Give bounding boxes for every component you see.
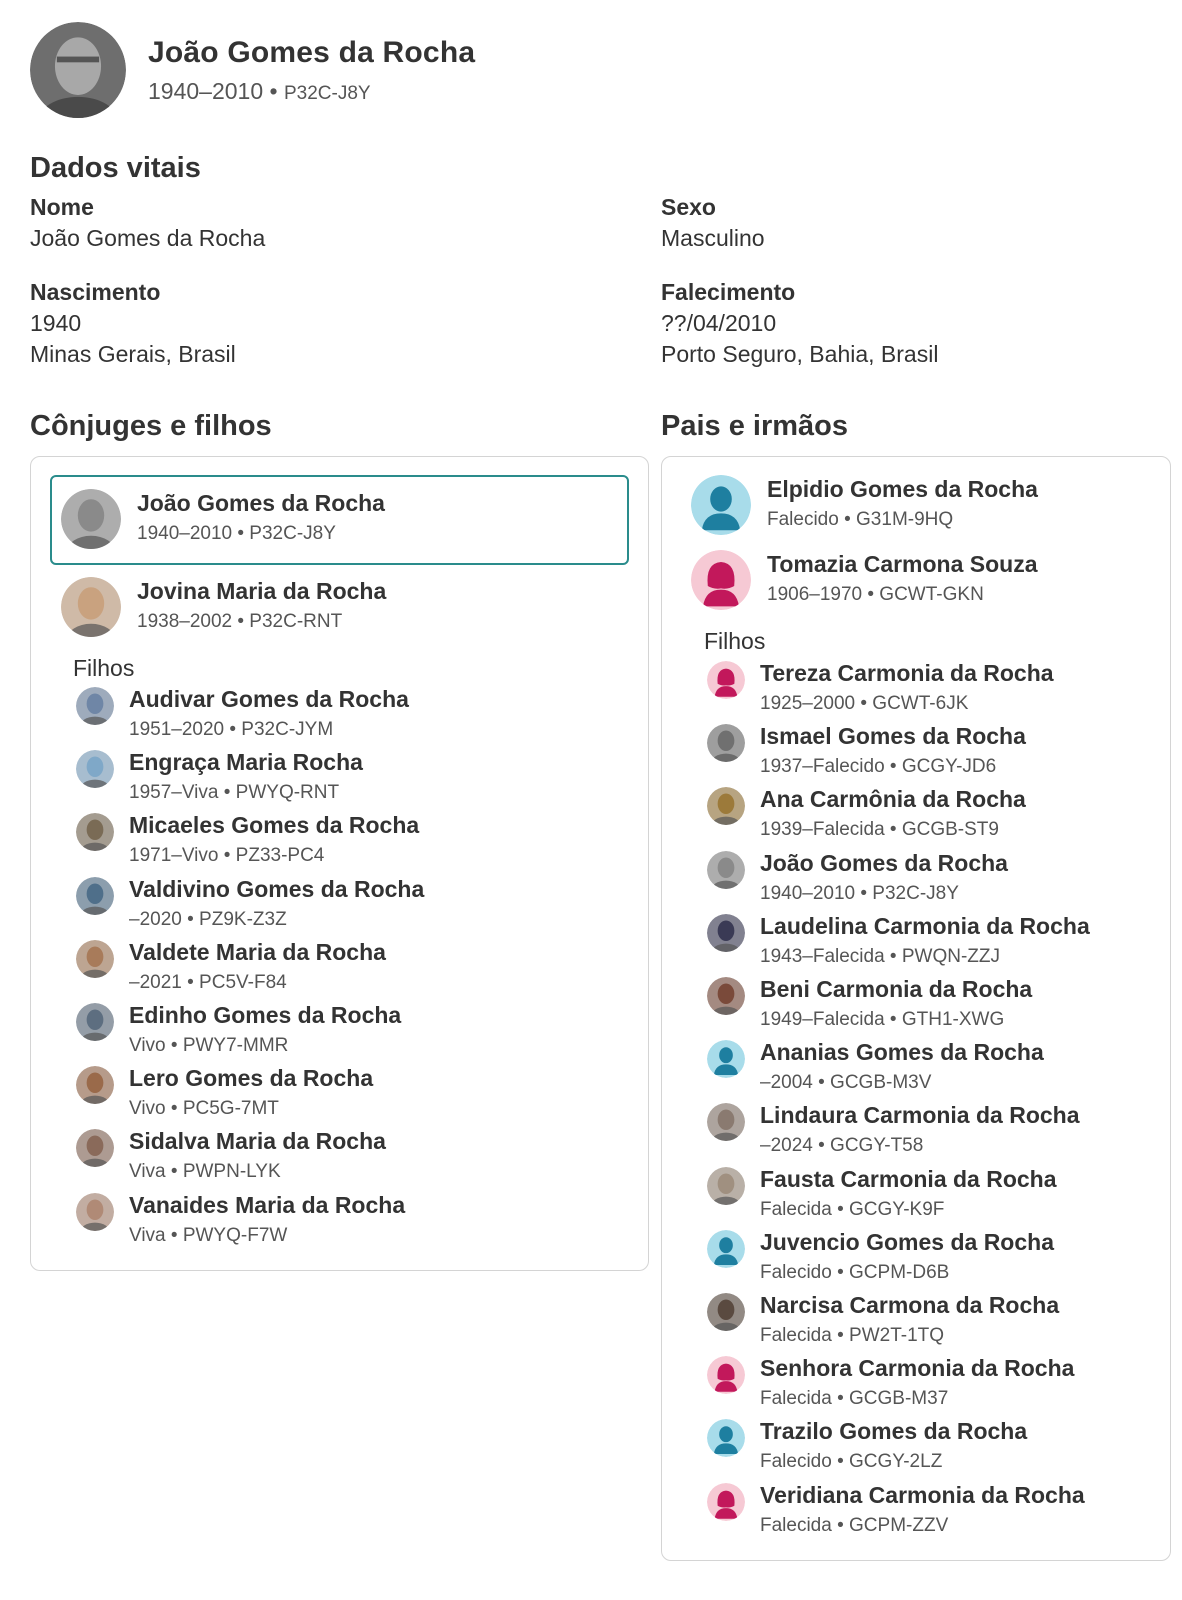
person-lifespan-id: –2004 • GCGB-M3V [760,1072,932,1094]
person-lifespan-id: 1938–2002 • P32C-RNT [137,611,343,632]
person-name-link[interactable]: Narcisa Carmona da Rocha [760,1292,1060,1318]
sibling-row[interactable] [707,912,1090,968]
vital-sex-value: Masculino [661,225,765,251]
person-name-link[interactable]: Lindaura Carmonia da Rocha [760,1102,1080,1129]
sibling-row[interactable] [707,1481,1085,1537]
vital-sex [661,192,765,254]
portrait-photo-icon [707,724,745,762]
male-silhouette-icon [707,1040,745,1078]
vital-birth-date: 1940 [30,310,82,336]
person-lifespan-id: 1940–2010 • P32C-J8Y [760,882,959,904]
person-lifespan-id: Viva • PWYQ-F7W [129,1224,288,1246]
person-name-link[interactable]: Micaeles Gomes da Rocha [129,812,420,839]
person-lifespan-id: Vivo • PC5G-7MT [129,1098,279,1120]
person-lifespan-id: 1940–2010 • P32C-J8Y [137,523,336,544]
parents-card [661,456,1171,1561]
female-silhouette-icon [707,1483,745,1521]
portrait-photo-icon [707,1293,745,1331]
female-silhouette-icon [707,1356,745,1394]
portrait-photo-icon [76,687,114,725]
father-row[interactable] [691,475,1038,535]
vital-death-date: ??/04/2010 [661,310,777,336]
vital-sex-label: Sexo [661,194,716,220]
person-name-link[interactable]: Valdivino Gomes da Rocha [129,875,425,902]
person-lifespan-id: Falecido • G31M-9HQ [767,509,954,530]
sibling-row[interactable] [707,722,1026,778]
person-lifespan-id: Falecido • GCGY-2LZ [760,1451,943,1473]
child-row[interactable] [76,1064,373,1120]
person-name-link[interactable]: Sidalva Maria da Rocha [129,1128,386,1155]
vital-name-label: Nome [30,194,94,220]
vital-death [661,277,938,370]
vitals-title: Dados vitais [30,152,201,184]
portrait-photo-icon [61,489,121,549]
person-name-link[interactable]: Tereza Carmonia da Rocha [760,660,1054,686]
child-row[interactable] [76,875,424,931]
vital-death-place: Porto Seguro, Bahia, Brasil [661,341,939,367]
portrait-photo-icon [707,914,745,952]
person-name-link[interactable]: Trazilo Gomes da Rocha [760,1418,1028,1445]
portrait-photo-icon [76,1066,114,1104]
vital-name [30,192,265,254]
spouses-title: Cônjuges e filhos [30,410,272,442]
person-name-link[interactable]: Ismael Gomes da Rocha [760,723,1026,750]
person-lifespan-id: –2020 • PZ9K-Z3Z [129,908,287,930]
spouses-card [30,456,649,1271]
person-name-link[interactable]: Audivar Gomes da Rocha [129,686,409,712]
female-silhouette-icon [691,550,751,610]
person-name-link[interactable]: João Gomes da Rocha [760,849,1008,876]
person-lifespan-id: 1957–Viva • PWYQ-RNT [129,782,340,804]
child-row[interactable] [76,685,409,741]
siblings-label: Filhos [704,628,766,654]
sibling-row[interactable] [707,1038,1044,1094]
mother-row[interactable] [691,550,1038,610]
vital-name-value: João Gomes da Rocha [30,225,266,251]
portrait-photo-icon [76,1129,114,1167]
person-lifespan-id: Falecida • GCPM-ZZV [760,1514,949,1536]
child-row[interactable] [76,1001,401,1057]
person-lifespan-id: Falecido • GCPM-D6B [760,1261,950,1283]
sibling-row[interactable] [707,849,1008,905]
portrait-photo-icon [76,1003,114,1041]
male-silhouette-icon [691,475,751,535]
spouse-row[interactable] [61,577,386,637]
person-name-link[interactable]: Ana Carmônia da Rocha [760,786,1026,813]
person-name-link[interactable]: Vanaides Maria da Rocha [129,1191,406,1218]
person-lifespan-id: 1943–Falecida • PWQN-ZZJ [760,945,1001,967]
person-lifespan-id: –2021 • PC5V-F84 [129,971,287,993]
parents-title: Pais e irmãos [661,410,848,442]
child-row[interactable] [76,1127,386,1183]
spouse-row-self[interactable] [61,489,385,549]
person-lifespan-id: –2024 • GCGY-T58 [760,1135,924,1157]
person-name-link[interactable]: Fausta Carmonia da Rocha [760,1165,1057,1192]
person-lifespan-id: Falecida • GCGB-M37 [760,1388,949,1410]
portrait-photo-icon [76,813,114,851]
sibling-row[interactable] [707,1101,1080,1157]
person-name-link[interactable]: Juvencio Gomes da Rocha [760,1228,1054,1255]
person-header: João Gomes da Rocha 1940–2010 • P32C-J8Y [30,22,475,118]
person-lifespan-id: 1939–Falecida • GCGB-ST9 [760,819,999,841]
sibling-row[interactable] [707,975,1032,1031]
child-row[interactable] [76,1191,405,1247]
person-lifespan-id: Falecida • PW2T-1TQ [760,1325,945,1346]
person-name-link[interactable]: João Gomes da Rocha [137,490,385,516]
person-name-link[interactable]: Elpidio Gomes da Rocha [767,476,1038,502]
portrait-photo-icon [707,1103,745,1141]
person-lifespan-id: 1971–Vivo • PZ33-PC4 [129,845,325,867]
sibling-row[interactable] [707,1165,1057,1221]
person-name: João Gomes da Rocha [148,35,476,69]
sibling-row[interactable] [707,659,1054,715]
person-name-link[interactable]: Beni Carmonia da Rocha [760,976,1033,1002]
portrait-photo-icon [707,977,745,1015]
vital-birth [30,277,236,370]
person-name-link[interactable]: Jovina Maria da Rocha [137,578,387,604]
person-lifespan-id: Viva • PWPN-LYK [129,1161,281,1183]
portrait-photo-icon [76,940,114,978]
portrait-photo-icon [707,787,745,825]
person-lifespan-id: 1906–1970 • GCWT-GKN [767,584,984,605]
portrait-photo-icon [76,750,114,788]
person-name-link[interactable]: Edinho Gomes da Rocha [129,1002,402,1028]
person-id: P32C-J8Y [283,82,371,104]
person-years: 1940–2010 [148,77,264,104]
portrait-photo-icon [707,851,745,889]
child-row[interactable] [76,938,386,994]
female-silhouette-icon [707,661,745,699]
vital-birth-label: Nascimento [30,279,161,305]
sibling-row[interactable] [707,1354,1074,1410]
child-row[interactable] [76,811,419,867]
person-lifespan-id: 1949–Falecida • GTH1-XWG [760,1009,1005,1030]
person-name-link[interactable]: Laudelina Carmonia da Rocha [760,912,1090,939]
person-lifespan-id: 1951–2020 • P32C-JYM [129,719,334,740]
person-lifespan-id: Vivo • PWY7-MMR [129,1035,289,1056]
sibling-row[interactable] [707,1291,1059,1347]
person-lifespan-id: 1925–2000 • GCWT-6JK [760,693,969,714]
person-name-link[interactable]: Tomazia Carmona Souza [767,551,1038,577]
person-name-link[interactable]: Valdete Maria da Rocha [129,938,386,965]
portrait-photo-icon [76,877,114,915]
male-silhouette-icon [707,1419,745,1457]
vital-death-label: Falecimento [661,279,796,305]
child-row[interactable] [76,748,363,804]
sibling-row[interactable] [707,785,1026,841]
male-silhouette-icon [707,1230,745,1268]
person-name-link[interactable]: Senhora Carmonia da Rocha [760,1355,1075,1382]
person-name-link[interactable]: Veridiana Carmonia da Rocha [760,1481,1085,1508]
sibling-row[interactable] [707,1228,1054,1284]
portrait-photo-icon [707,1167,745,1205]
person-name-link[interactable]: Ananias Gomes da Rocha [760,1039,1044,1066]
sibling-row[interactable] [707,1417,1027,1473]
person-lifespan-id: 1937–Falecido • GCGY-JD6 [760,756,997,778]
vital-birth-place: Minas Gerais, Brasil [30,341,236,367]
profile-photo [30,22,126,118]
person-name-link[interactable]: Lero Gomes da Rocha [129,1065,374,1092]
children-label: Filhos [73,655,135,681]
portrait-photo-icon [76,1193,114,1231]
person-name-link[interactable]: Engraça Maria Rocha [129,749,363,776]
portrait-photo-icon [61,577,121,637]
person-lifespan-id: Falecida • GCGY-K9F [760,1198,945,1220]
